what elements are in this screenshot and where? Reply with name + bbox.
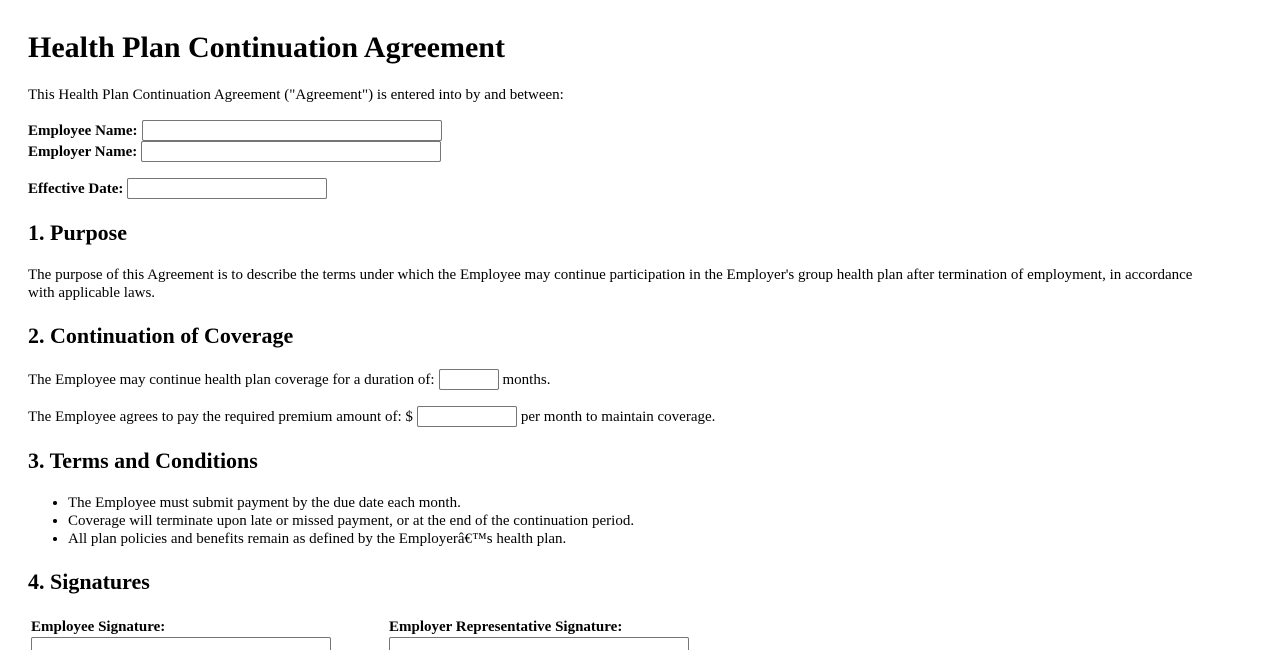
employee-name-label: Employee Name: [28,122,138,139]
employee-signature-block [31,618,331,650]
list-item: • All plan policies and benefits remain as defined by the Employerâ€™s health plan. [68,530,634,548]
terms-heading: 3. Terms and Conditions [28,448,258,473]
list-item: • The Employee must submit payment by the due date each month. [68,494,634,512]
effective-date-label: Effective Date: [28,180,124,197]
terms-list [28,494,634,548]
purpose-heading: 1. Purpose [28,220,127,245]
employer-name-label: Employer Name: [28,143,138,160]
employer-signature-field[interactable] [389,637,689,650]
employee-name-row [28,120,442,141]
employee-signature-field[interactable] [31,637,331,650]
duration-prefix: The Employee may continue health plan coverage for a duration of: [28,371,435,388]
duration-suffix: months. [502,371,551,388]
employer-name-input[interactable] [141,141,441,162]
signatures-heading: 4. Signatures [28,569,150,594]
premium-amount-input[interactable] [417,406,517,427]
employer-name-row [28,141,441,162]
coverage-heading: 2. Continuation of Coverage [28,323,294,348]
list-item: • Coverage will terminate upon late or missed payment, or at the end of the continuation period. [68,512,634,530]
employee-signature-label: Employee Signature: [31,619,166,635]
premium-prefix: The Employee agrees to pay the required premium amount of: $ [28,408,413,425]
effective-date-input[interactable] [127,178,327,199]
premium-suffix: per month to maintain coverage. [520,408,716,425]
intro-text: This Health Plan Continuation Agreement ("Agreement") is entered into by and between: [28,87,564,103]
premium-row [28,406,715,427]
duration-row [28,369,550,390]
effective-date-row [28,178,327,199]
purpose-text: The purpose of this Agreement is to describe the terms under which the Employee may continue participation in the Employer's group health plan after termination of employment, in accordance with applicable laws. [28,267,1193,301]
page-title: Health Plan Continuation Agreement [28,31,505,64]
duration-months-input[interactable] [439,369,499,390]
employer-signature-label: Employer Representative Signature: [389,619,623,635]
employer-signature-block [389,618,689,650]
employee-name-input[interactable] [142,120,442,141]
